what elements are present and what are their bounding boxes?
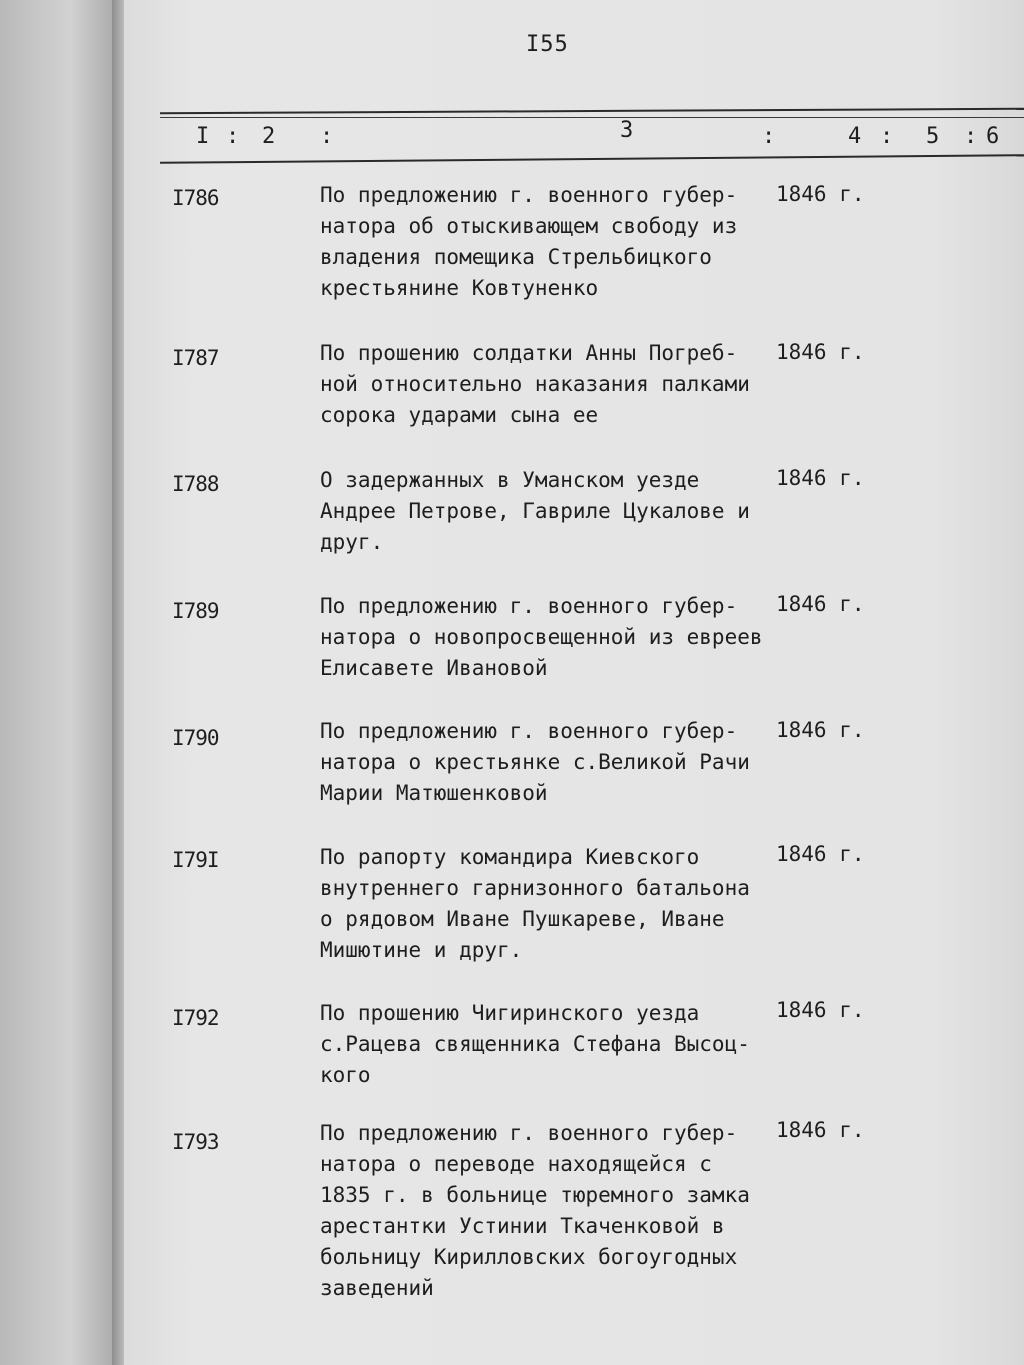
column-header-2: 2 xyxy=(262,124,276,149)
column-header-separator: : xyxy=(880,124,894,149)
entry-text: О задержанных в Уманском уезде Андрее Петрове, Гавриле Цукалове и друг. xyxy=(320,468,750,554)
column-header-6: 6 xyxy=(986,124,1000,149)
column-header-separator: : xyxy=(964,124,978,149)
entry-number: I787 xyxy=(172,346,219,370)
entry-text: По предложению г. военного губер- натора о крестьянке с.Великой Рачи Марии Матюшенковой xyxy=(320,719,750,805)
entry-text: По прошению солдатки Анны Погреб- ной относительно наказания палками сорока ударами сына ее xyxy=(320,341,750,427)
column-header-1: I xyxy=(196,124,210,149)
entry-number: I793 xyxy=(172,1130,219,1154)
entry-year: 1846 г. xyxy=(776,340,865,364)
entry-number: I786 xyxy=(172,186,219,210)
column-header-separator: : xyxy=(320,124,334,149)
facing-page-edge xyxy=(0,0,118,1365)
entry-text: По рапорту командира Киевского внутреннего гарнизонного батальона о рядовом Иване Пушкареве, Иване Мишютине и друг. xyxy=(320,845,750,962)
page-number: I55 xyxy=(526,32,569,57)
entry-number: I79I xyxy=(172,848,219,872)
entry-number: I788 xyxy=(172,472,219,496)
entry-year: 1846 г. xyxy=(776,592,865,616)
entry-text: По предложению г. военного губер- натора о новопросвещенной из евреев Елисавете Ивановой xyxy=(320,594,763,680)
entry-year: 1846 г. xyxy=(776,998,865,1022)
column-header-4: 4 xyxy=(848,124,862,149)
entry-year: 1846 г. xyxy=(776,466,865,490)
column-header-5: 5 xyxy=(926,124,940,149)
entry-year: 1846 г. xyxy=(776,1118,865,1142)
entry-year: 1846 г. xyxy=(776,842,865,866)
column-header-separator: : xyxy=(762,124,776,149)
entry-text: По предложению г. военного губер- натора об отыскивающем свободу из владения помещика Стрельбицкого крестьянине Ковтуненко xyxy=(320,183,738,300)
entry-number: I790 xyxy=(172,726,219,750)
entry-year: 1846 г. xyxy=(776,182,865,206)
entry-number: I789 xyxy=(172,599,219,623)
entry-text: По предложению г. военного губер- натора о переводе находящейся с 1835 г. в больнице тюремного замка арестантки Устинии Ткаченковой в больницу Кирилловских богоугодных заведений xyxy=(320,1121,750,1300)
entry-number: I792 xyxy=(172,1006,219,1030)
column-header-separator: : xyxy=(226,124,240,149)
entry-text: По прошению Чигиринского уезда с.Рацева священника Стефана Высоц- кого xyxy=(320,1001,750,1087)
entry-year: 1846 г. xyxy=(776,718,865,742)
header-top-rule-thin xyxy=(160,117,1024,118)
column-header-3: 3 xyxy=(620,118,634,143)
